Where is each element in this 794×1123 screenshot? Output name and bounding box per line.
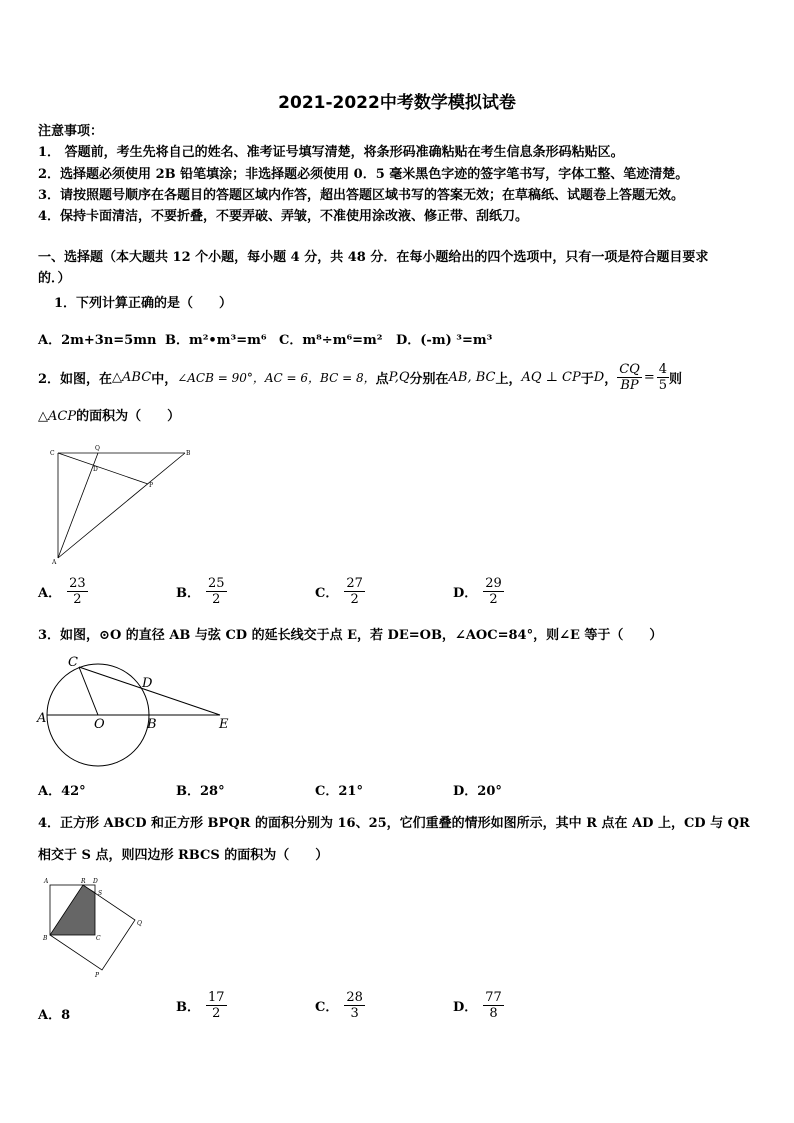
q2-option-b-label: B． [176,586,200,601]
q2-stem-g: ， [604,371,618,387]
q2-stem-h: 则 [669,371,683,387]
q4-option-a[interactable] [38,1004,76,1023]
q3-option-d[interactable]: D．20° [453,784,502,799]
q4-option-c-num: 28 [346,990,363,1005]
q2-stem-a: 2．如图，在 [38,371,113,387]
q2-cond1: ∠ACB = 90°，AC = 6，BC = 8， [177,370,376,385]
q2-option-a[interactable] [38,576,88,607]
q2-option-a-label: A． [38,586,62,601]
q2-stem-f: 于 [580,371,594,387]
q2-stem-c: 点 [375,371,389,387]
q3-option-b[interactable]: B．28° [176,784,225,799]
q3-option-c[interactable]: C．21° [315,784,363,799]
q2-value-num: 4 [658,361,667,377]
q2-value [657,362,669,393]
q1-option-a[interactable]: A．2m+3n=5mn [38,333,157,348]
q2-option-c-label: C． [315,586,339,601]
q2-stem-b: 中， [151,371,178,387]
q2-stem-line2 [38,405,180,424]
q2-option-b[interactable] [176,576,227,607]
q4-option-c-den: 3 [350,1006,359,1021]
q4-figure [40,873,155,983]
q2-option-c[interactable] [315,576,365,607]
q3-label-d: D [142,676,153,691]
q2-option-a-den: 2 [73,592,82,607]
q4-option-b-den: 2 [212,1006,221,1021]
q4-option-c[interactable] [315,990,365,1021]
q2-stem-i: 的面积为（ ） [76,409,181,424]
q2-ratio-num: CQ [619,361,640,377]
q3-label-a: A [37,711,47,726]
q2-label-p: P [149,482,154,489]
q3-seg-co [79,667,98,715]
notice-item-3: 3．请按照题号顺序在各题目的答题区域内作答，超出答题区域书写的答案无效；在草稿纸、试题卷上答题无效。 [38,188,685,203]
q2-option-b-num: 25 [208,576,225,591]
q2-option-d[interactable] [453,576,504,607]
q3-line-ce [79,667,220,715]
notice-item-1: 1． 答题前，考生先将自己的姓名、准考证号填写清楚，将条形码准确粘贴在考生信息条形码粘贴区。 [38,145,624,160]
q4-label-a: A [44,878,49,885]
q2-label-q: Q [95,445,100,452]
q4-line1: 4．正方形 ABCD 和正方形 BPQR 的面积分别为 16、25，它们重叠的情形如图所示，其中 R 点在 AD 上，CD 与 QR [38,816,750,831]
q3-label-e: E [219,717,229,732]
q4-line2: 相交于 S 点，则四边形 RBCS 的面积为（ ） [38,848,329,863]
q4-label-r: R [81,878,86,885]
q2-label-a: A [52,559,57,566]
q4-option-a-label: A．8 [38,1008,71,1023]
q2-option-d-label: D． [453,586,478,601]
q2-d: D [593,369,605,385]
q3-option-a[interactable]: A．42° [38,784,86,799]
q2-option-b-den: 2 [212,592,221,607]
section1-line2: 的．） [38,271,71,286]
q4-option-d-den: 8 [489,1006,498,1021]
q2-option-d-den: 2 [489,592,498,607]
q2-option-c-num: 27 [346,576,363,591]
q2-label-b: B [186,450,191,457]
q4-option-d-num: 77 [485,990,502,1005]
q2-figure [40,440,200,570]
notice-heading: 注意事项： [38,124,104,139]
q4-option-d[interactable] [453,990,504,1021]
q1-option-d[interactable]: D．(-m) ³=m³ [396,333,493,348]
q4-option-c-label: C． [315,1000,339,1015]
q2-option-a-num: 23 [69,576,86,591]
q3-label-b: B [147,717,157,732]
q2-stem-d: 分别在 [409,371,449,387]
q4-label-q: Q [137,920,142,927]
q1-option-b[interactable]: B．m²•m³=m⁶ [165,333,267,348]
q2-label-c: C [50,450,55,457]
q3-figure [34,650,234,768]
q2-seg-cp [58,453,148,484]
q1-stem: 1．下列计算正确的是（ ） [54,296,233,311]
q2-pq: P,Q [388,369,410,385]
q3-label-o: O [94,717,105,732]
q2-eq: = [643,369,655,385]
q2-label-d: D [93,466,98,473]
q3-stem: 3．如图，⊙O 的直径 AB 与弦 CD 的延长线交于点 E，若 DE=OB，∠AOC=84°，则∠E 等于（ ） [38,628,663,643]
notice-item-2: 2．选择题必须使用 2B 铅笔填涂；非选择题必须使用 0．5 毫米黑色字迹的签字笔书写，字体工整、笔迹清楚。 [38,167,689,182]
q2-option-c-den: 2 [350,592,359,607]
q2-ratio-den: BP [620,377,639,393]
q2-tri-acp: △ACP [38,409,77,424]
q2-ratio [617,362,642,393]
page-title: 2021-2022中考数学模拟试卷 [278,93,516,113]
q2-seg-aq [58,453,98,558]
section1-line1: 一、选择题（本大题共 12 个小题，每小题 4 分，共 48 分．在每小题给出的四个选项中，只有一项是符合题目要求 [38,250,709,265]
q2-value-den: 5 [658,377,667,393]
q4-shaded-rbcs [50,885,95,935]
notice-item-4: 4．保持卡面清洁，不要折叠，不要弄破、弄皱，不准使用涂改液、修正带、刮纸刀。 [38,209,529,224]
q4-label-s: S [98,890,103,897]
q2-tri-abc: △ABC [112,369,152,385]
q4-option-b[interactable] [176,990,227,1021]
q2-seg-ab [58,453,185,558]
q2-abbc: AB, BC [448,369,496,385]
q3-label-c: C [68,655,78,670]
q4-option-b-num: 17 [208,990,225,1005]
q4-label-d: D [93,878,98,885]
q4-option-d-label: D． [453,1000,478,1015]
q2-stem-e: 上， [495,371,522,387]
q4-label-p: P [95,972,100,979]
q2-perp: AQ ⊥ CP [521,369,581,385]
q4-label-c: C [96,935,101,942]
q4-option-b-label: B． [176,1000,200,1015]
q4-label-b: B [43,935,48,942]
q1-option-c[interactable]: C．m⁸÷m⁶=m² [279,333,383,348]
q2-option-d-num: 29 [485,576,502,591]
q2-stem [38,360,682,394]
